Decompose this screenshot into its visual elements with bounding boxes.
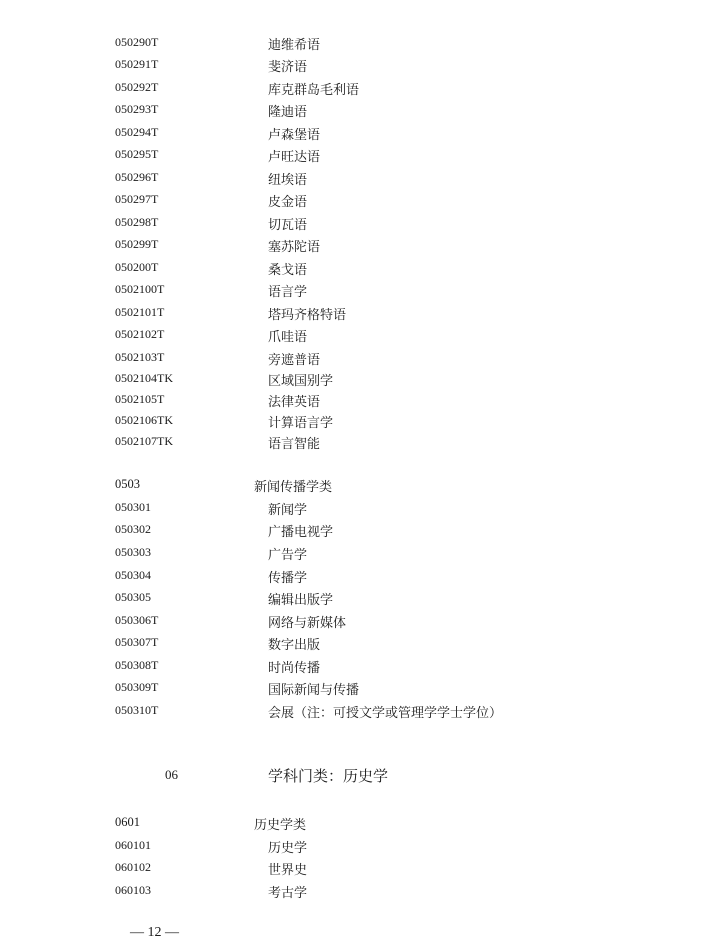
list-item (0, 145, 710, 165)
major-code: 0502105T (115, 392, 165, 406)
list-item (0, 33, 710, 53)
major-code: 060102 (115, 860, 151, 874)
major-code: 050295T (115, 147, 159, 161)
major-name: 区域国别学 (268, 374, 334, 389)
list-item (0, 78, 710, 98)
major-code: 0502101T (115, 305, 165, 319)
discipline-name: 学科门类：历史学 (268, 767, 389, 785)
list-item (0, 611, 710, 631)
major-name: 隆迪语 (268, 105, 308, 120)
major-name: 国际新闻与传播 (268, 683, 360, 698)
major-name: 爪哇语 (268, 330, 308, 345)
list-item (0, 656, 710, 676)
major-code: 050298T (115, 215, 159, 229)
major-code: 0502100T (115, 282, 165, 296)
major-code: 050297T (115, 192, 159, 206)
major-name: 时尚传播 (268, 661, 321, 676)
major-name: 塞苏陀语 (268, 240, 321, 255)
list-item (0, 190, 710, 210)
category-name: 新闻传播学类 (254, 480, 333, 495)
major-name: 考古学 (268, 886, 308, 901)
list-item (0, 168, 710, 188)
page-number: — 12 — (130, 925, 179, 940)
major-name: 语言学 (268, 285, 308, 300)
category-name: 历史学类 (254, 818, 307, 833)
category-code: 0503 (115, 477, 140, 491)
list-item (0, 213, 710, 233)
major-code: 050293T (115, 102, 159, 116)
major-code: 060101 (115, 838, 151, 852)
major-code: 060103 (115, 883, 151, 897)
list-item (0, 123, 710, 143)
major-code: 050307T (115, 635, 159, 649)
major-code: 050299T (115, 237, 159, 251)
list-item (0, 588, 710, 608)
major-code: 050308T (115, 658, 159, 672)
list-item (0, 303, 710, 323)
major-name: 计算语言学 (268, 416, 334, 431)
major-code: 050309T (115, 680, 159, 694)
major-name: 斐济语 (268, 60, 308, 75)
category-code: 0601 (115, 815, 140, 829)
major-code: 050292T (115, 80, 159, 94)
major-code: 0502103T (115, 350, 165, 364)
major-code: 0502107TK (115, 434, 173, 448)
discipline-code: 06 (165, 767, 178, 782)
major-name: 卢旺达语 (268, 150, 321, 165)
major-name: 塔玛齐格特语 (268, 308, 347, 323)
major-name: 广播电视学 (268, 525, 334, 540)
list-item (0, 858, 710, 878)
major-code: 050291T (115, 57, 159, 71)
major-name: 库克群岛毛利语 (268, 83, 360, 98)
list-item (0, 566, 710, 586)
list-item (0, 836, 710, 856)
major-name: 旁遮普语 (268, 353, 321, 368)
major-name: 会展（注：可授文学或管理学学士学位） (268, 706, 503, 721)
major-code: 050304 (115, 568, 151, 582)
major-code: 050302 (115, 522, 151, 536)
major-code: 050303 (115, 545, 151, 559)
list-item (0, 432, 710, 452)
major-code: 0502102T (115, 327, 165, 341)
major-code: 050301 (115, 500, 151, 514)
list-item (0, 390, 710, 410)
list-item (0, 881, 710, 901)
major-name: 历史学 (268, 841, 308, 856)
major-name: 新闻学 (268, 503, 308, 518)
major-code: 050200T (115, 260, 159, 274)
list-item (0, 280, 710, 300)
list-item (0, 678, 710, 698)
category-heading (0, 475, 710, 495)
major-code: 050305 (115, 590, 151, 604)
major-name: 语言智能 (268, 437, 321, 452)
major-name: 广告学 (268, 548, 308, 563)
major-name: 迪维希语 (268, 38, 321, 53)
major-name: 编辑出版学 (268, 593, 334, 608)
major-name: 传播学 (268, 571, 308, 586)
major-code: 050296T (115, 170, 159, 184)
list-item (0, 348, 710, 368)
major-name: 法律英语 (268, 395, 321, 410)
list-item (0, 543, 710, 563)
list-item (0, 520, 710, 540)
list-item (0, 498, 710, 518)
list-item (0, 411, 710, 431)
major-code: 050290T (115, 35, 159, 49)
list-item (0, 100, 710, 120)
major-name: 网络与新媒体 (268, 616, 347, 631)
major-name: 世界史 (268, 863, 308, 878)
category-heading (0, 813, 710, 833)
major-name: 纽埃语 (268, 173, 308, 188)
list-item (0, 701, 710, 721)
major-name: 数字出版 (268, 638, 321, 653)
list-item (0, 55, 710, 75)
discipline-heading (0, 764, 710, 788)
major-code: 0502106TK (115, 413, 173, 427)
major-name: 卢森堡语 (268, 128, 321, 143)
list-item (0, 258, 710, 278)
major-code: 0502104TK (115, 371, 173, 385)
list-item (0, 235, 710, 255)
major-name: 切瓦语 (268, 218, 308, 233)
major-code: 050306T (115, 613, 159, 627)
list-item (0, 325, 710, 345)
list-item (0, 633, 710, 653)
major-code: 050310T (115, 703, 159, 717)
major-name: 桑戈语 (268, 263, 308, 278)
list-item (0, 369, 710, 389)
major-code: 050294T (115, 125, 159, 139)
major-name: 皮金语 (268, 195, 308, 210)
